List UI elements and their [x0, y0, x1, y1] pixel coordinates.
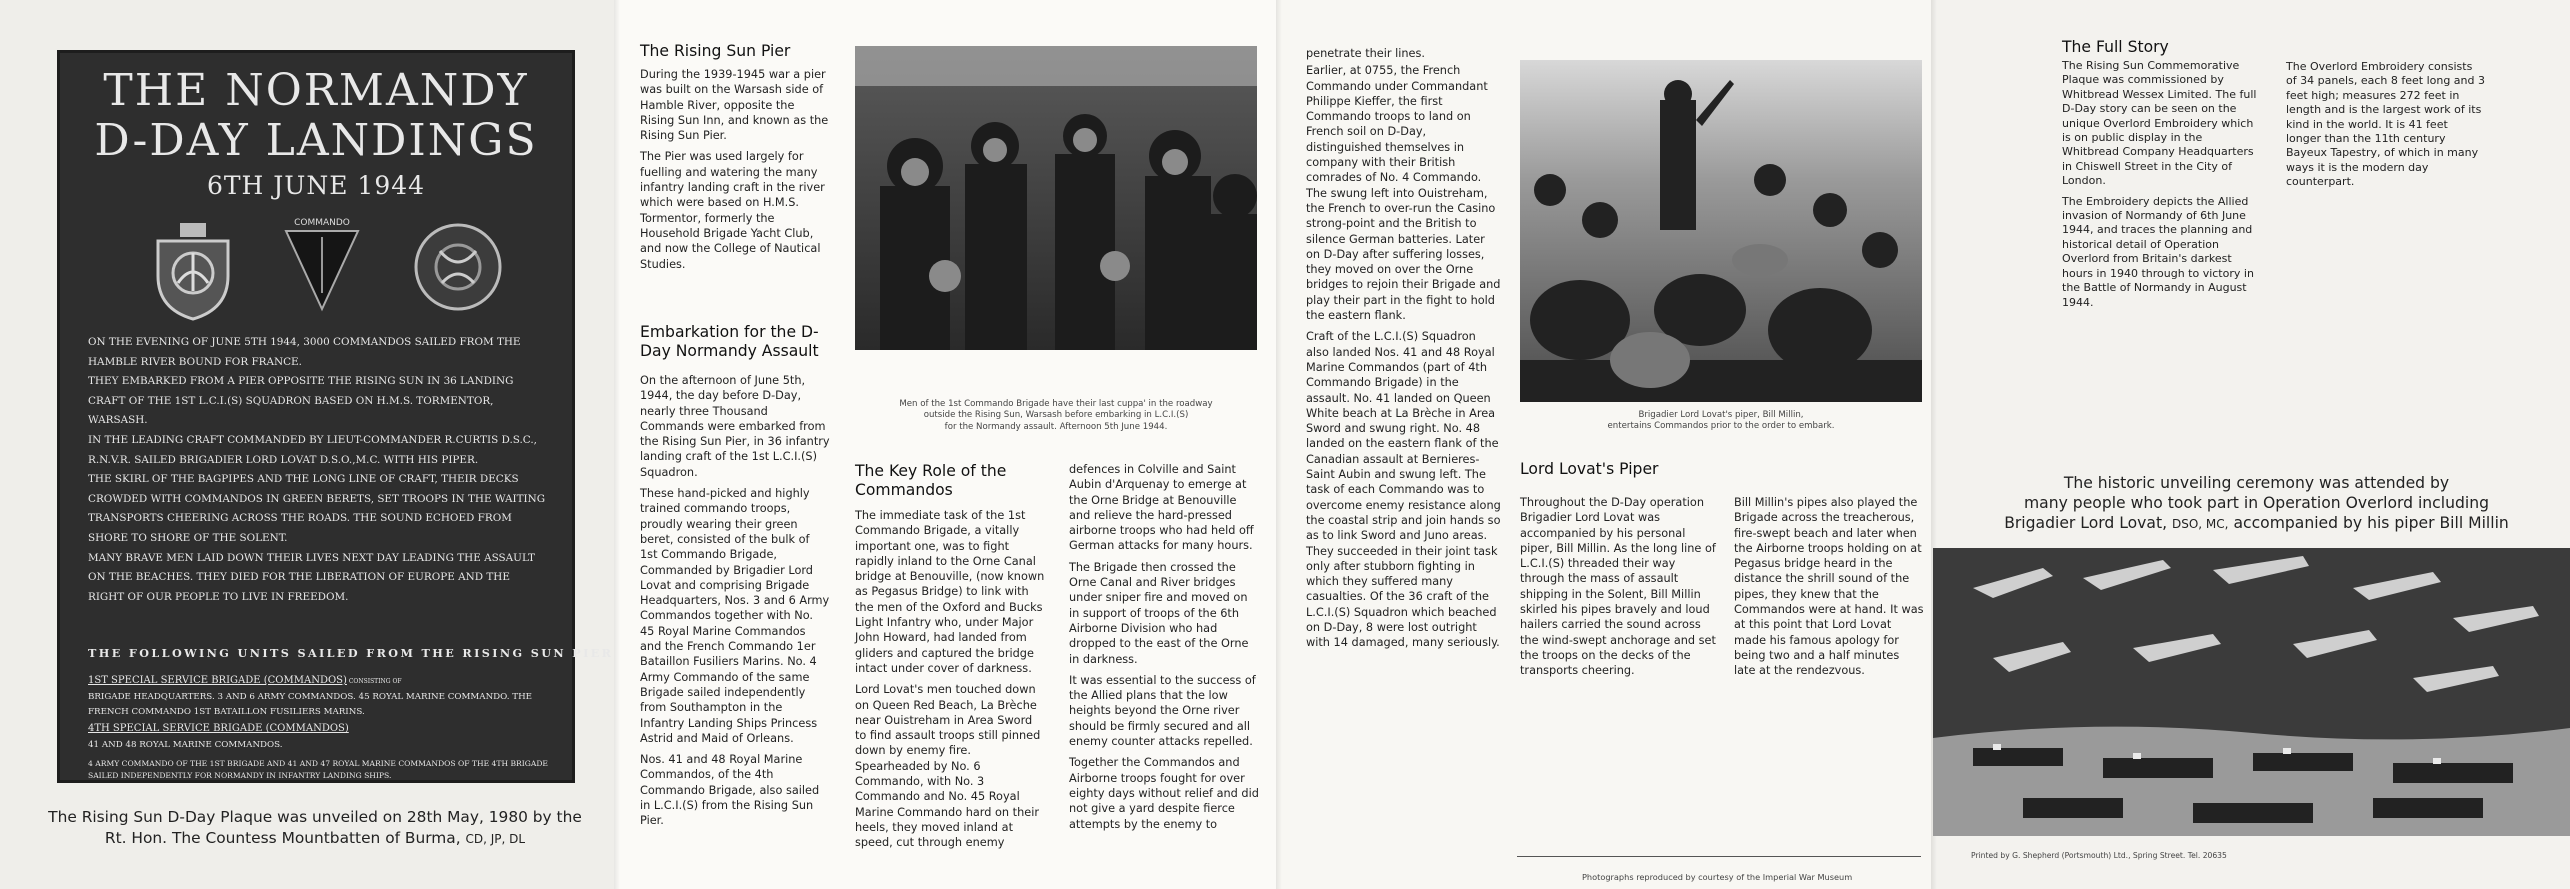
plaque-paragraph: THEY EMBARKED FROM A PIER OPPOSITE THE RISING SUN IN 36 LANDING CRAFT OF THE 1ST L.C.I.(S) SQUADRON BASED ON H.M.S. TORMENTOR, WARSASH.	[88, 375, 514, 427]
photo-credit: Photographs reproduced by courtesy of the Imperial War Museum	[1582, 872, 1853, 882]
plaque-paragraph: IN THE LEADING CRAFT COMMANDED BY LIEUT-COMMANDER R.CURTIS D.S.C., R.N.V.R. SAILED BRIGADIER LORD LOVAT D.S.O.,M.C. WITH HIS PIPER.	[88, 433, 537, 466]
section-heading: Lord Lovat's Piper	[1520, 460, 1659, 478]
plaque-inscription	[88, 333, 548, 607]
naval-crest-icon	[148, 221, 238, 321]
body-paragraph: Craft of the L.C.I.(S) Squadron also landed Nos. 41 and 48 Royal Marine Commandos (part of 4th Commando Brigade) in the assault. No. 41 landed on Queen White beach at La Brèche in Area Sword and swung right. No. 48 landed on the eastern flank of the Canadian assault at Bernieres-Saint Aubin and swung left. The task of each Commando was to overcome enemy resistance along the coastal strip and join hands so as to link Sword and Juno areas. They succeeded in their joint task only after stubborn fighting in which they suffered many casualties. Of the 36 craft of the L.C.I.(S) Squadron which beached on D-Day, 8 were lost outright with 14 damaged, many seriously.	[1306, 330, 1501, 650]
rising-sun-pier-section	[640, 42, 830, 278]
key-role-column-2	[1069, 462, 1261, 838]
plaque-paragraph: ON THE EVENING OF JUNE 5TH 1944, 3000 COMMANDOS SAILED FROM THE HAMBLE RIVER BOUND FOR FRANCE.	[88, 336, 521, 368]
plaque-caption: The Rising Sun D-Day Plaque was unveiled on 28th May, 1980 by the Rt. Hon. The Countess Mountbatten of Burma, CD, JP, DL	[48, 808, 582, 847]
unit-line: 4TH SPECIAL SERVICE BRIGADE (COMMANDOS)	[88, 723, 349, 735]
page-plaque	[0, 0, 614, 889]
body-paragraph: The immediate task of the 1st Commando Brigade, a vitally important one, was to fight rapidly inland to the Orne Canal bridge at Benouville, (now known as Pegasus Bridge) to link with the men of the Oxford and Bucks Light Infantry who, under Major John Howard, had landed from gliders and captured the bridge intact under cover of darkness.	[855, 509, 1045, 675]
page-lord-lovat	[1276, 0, 1931, 889]
commandos-tea-photo	[855, 46, 1257, 350]
body-paragraph: It was essential to the success of the Allied plans that the low heights beyond the Orne river should be firmly secured and all enemy counter attacks repelled.	[1069, 673, 1256, 749]
royal-marines-crest-icon	[412, 221, 504, 313]
ceremony-text: The historic unveiling ceremony was attended by many people who took part in Operation Overlord including Brigadier Lord Lovat, DSO, MC, accompanied by his piper Bill Millin	[2004, 474, 2509, 532]
body-paragraph: Nos. 41 and 48 Royal Marine Commandos, of the 4th Commando Brigade, also sailed in L.C.I.(S) from the Rising Sun Pier.	[640, 753, 820, 828]
section-heading: The Key Role of the Commandos	[855, 462, 1007, 499]
printer-credit: Printed by G. Shepherd (Portsmouth) Ltd., Spring Street. Tel. 20635	[1971, 851, 2227, 860]
photo-caption: Men of the 1st Commando Brigade have their last cuppa' in the roadway outside the Rising Sun, Warsash before embarking in L.C.I.(S) for the Normandy assault. Afternoon 5th June 1944.	[899, 399, 1213, 432]
body-paragraph: The Brigade then crossed the Orne Canal and River bridges under sniper fire and moved on in support of troops of the 6th Airborne Division who had dropped to the east of the Orne in darkness.	[1069, 560, 1249, 666]
divider	[1517, 856, 1921, 857]
section-heading: The Rising Sun Pier	[640, 42, 791, 60]
plaque-title-line2: D-DAY LANDINGS	[94, 115, 538, 166]
piper-column-2	[1734, 495, 1924, 685]
unit-line: 41 AND 48 ROYAL MARINE COMMANDOS.	[88, 739, 283, 750]
section-heading: The Full Story	[2062, 38, 2169, 56]
full-story-column-2	[2286, 60, 2486, 196]
page-full-story	[1931, 0, 2570, 889]
commando-dagger-badge-icon	[280, 213, 364, 313]
page-rising-sun	[614, 0, 1276, 889]
embarkation-section	[640, 323, 830, 835]
unit-line: 4 ARMY COMMANDO OF THE 1ST BRIGADE AND 41 AND 47 ROYAL MARINE COMMANDOS OF THE 4TH BRIGADE SAILED INDEPENDENTLY FOR NORMANDY IN INFANTRY LANDING SHIPS.	[88, 758, 548, 780]
body-paragraph: During the 1939-1945 war a pier was built on the Warsash side of Hamble River, opposite the Rising Sun Inn, and known as the Rising Sun Pier.	[640, 68, 829, 143]
body-paragraph: Throughout the D-Day operation Brigadier Lord Lovat was accompanied by his personal piper, Bill Millin. As the long line of L.C.I.(S) threaded their way through the mass of assault shipping in the Solent, Bill Millin skirled his pipes bravely and loud hailers carried the sound across the wind-swept anchorage and set the troops on the decks of the transports cheering.	[1520, 496, 1716, 678]
body-paragraph: On the afternoon of June 5th, 1944, the day before D-Day, nearly three Thousand Commands were embarked from the Rising Sun Pier, in 36 infantry landing craft of the 1st L.C.I.(S) Squadron.	[640, 374, 830, 479]
section-heading: Embarkation for the D-Day Normandy Assault	[640, 323, 819, 360]
continued-column	[1306, 46, 1502, 657]
plaque-units-list	[88, 673, 558, 782]
body-paragraph: Earlier, at 0755, the French Commando under Commandant Philippe Kieffer, the first Commando troops to land on French soil on D-Day, distinguished themselves in company with their British comrades of No. 4 Commando. The swung left into Ouistreham, the French to over-run the Casino strong-point and the British to silence German batteries. Later on D-Day after suffering losses, they moved on over the Orne bridges to rejoin their Brigade and play their part in the fight to hold the eastern flank.	[1306, 64, 1501, 323]
body-paragraph: The Pier was used largely for fuelling and watering the many infantry landing craft in the river which were based on H.M.S. Tormentor, formerly the Household Brigade Yacht Club, and now the College of Nautical Studies.	[640, 150, 825, 271]
body-paragraph: The Rising Sun Commemorative Plaque was commissioned by Whitbread Wessex Limited. The full D-Day story can be seen on the unique Overlord Embroidery which is on public display in the Whitbread Company Headquarters in Chiswell Street in the City of London.	[2062, 59, 2257, 188]
body-paragraph: defences in Colville and Saint Aubin d'Arquenay to emerge at the Orne Bridge at Benouville and relieve the hard-pressed airborne troops who had held off German attacks for many hours.	[1069, 463, 1254, 553]
plaque	[57, 50, 614, 783]
body-paragraph: The Embroidery depicts the Allied invasion of Normandy of 6th June 1944, and traces the planning and historical detail of Operation Overlord from Britain's darkest hours in 1940 through to victory in the Battle of Normandy in August 1944.	[2062, 194, 2254, 309]
photo-caption: Brigadier Lord Lovat's piper, Bill Millin, entertains Commandos prior to the order to embark.	[1607, 410, 1835, 432]
body-paragraph: Together the Commandos and Airborne troops fought for over eighty days without relief and did not give a yard despite fierce attempts by the enemy to	[1069, 756, 1259, 831]
body-paragraph: Bill Millin's pipes also played the Brigade across the treacherous, fire-swept beach and later when the Airborne troops holding on at Pegasus bridge heard in the distance the shrill sound of the pipes, they knew that the Commandos were at hand. It was at this point that Lord Lovat made his famous apology for being two and a half minutes late at the rendezvous.	[1734, 496, 1924, 678]
plaque-title-line1: THE NORMANDY	[103, 65, 529, 116]
full-story-section	[2062, 38, 2262, 316]
piper-photo	[1520, 60, 1922, 402]
unit-line: 1ST SPECIAL SERVICE BRIGADE (COMMANDOS) CONSISTING OF	[88, 675, 402, 686]
unit-line: BRIGADE HEADQUARTERS. 3 AND 6 ARMY COMMANDOS. 45 ROYAL MARINE COMMANDO. THE FRENCH COMMANDO 1ST BATAILLON FUSILIERS MARINS.	[88, 691, 532, 718]
plaque-units-title: THE FOLLOWING UNITS SAILED FROM THE RISING SUN PIER	[88, 646, 614, 660]
body-paragraph: The Overlord Embroidery consists of 34 panels, each 8 feet long and 3 feet high; measures 272 feet in length and is the largest work of its kind in the world. It is 41 feet longer than the 11th century Bayeux Tapestry, of which in many ways it is the modern day counterpart.	[2286, 60, 2485, 189]
body-paragraph: penetrate their lines.	[1306, 47, 1425, 60]
overlord-embroidery-image	[1933, 548, 2570, 836]
plaque-date: 6TH JUNE 1944	[206, 171, 426, 200]
plaque-paragraph: THE SKIRL OF THE BAGPIPES AND THE LONG LINE OF CRAFT, THEIR DECKS CROWDED WITH COMMANDOS IN GREEN BERETS, SET TROOPS IN THE WAITING TRANSPORTS CHEERING ACROSS THE ROADS. THE SOUND ECHOED FROM SHORE TO SHORE OF THE SOLENT.	[88, 473, 546, 544]
piper-section	[1520, 460, 1716, 685]
badge-label: COMMANDO	[294, 218, 350, 228]
body-paragraph: Lord Lovat's men touched down on Queen Red Beach, La Brèche near Ouistreham in Area Sword to find assault troops still pinned down by enemy fire. Spearheaded by No. 6 Commando, with No. 3 Commando and No. 45 Royal Marine Commando hard on their heels, they moved inland at speed, cut through enemy	[855, 683, 1041, 850]
body-paragraph: These hand-picked and highly trained commando troops, proudly wearing their green beret, consisted of the bulk of 1st Commando Brigade, Commanded by Brigadier Lord Lovat and comprising Brigade Headquarters, Nos. 3 and 6 Army Commandos together with No. 45 Royal Marine Commandos and the French Commando 1er Bataillon Fusiliers Marins. No. 4 Army Commando of the same Brigade sailed independently from Southampton in the Infantry Landing Ships Princess Astrid and Maid of Orleans.	[640, 487, 830, 745]
key-role-section	[855, 462, 1045, 857]
plaque-paragraph: MANY BRAVE MEN LAID DOWN THEIR LIVES NEXT DAY LEADING THE ASSAULT ON THE BEACHES. THEY DIED FOR THE LIBERATION OF EUROPE AND THE RIGHT OF OUR PEOPLE TO LIVE IN FREEDOM.	[88, 551, 535, 603]
